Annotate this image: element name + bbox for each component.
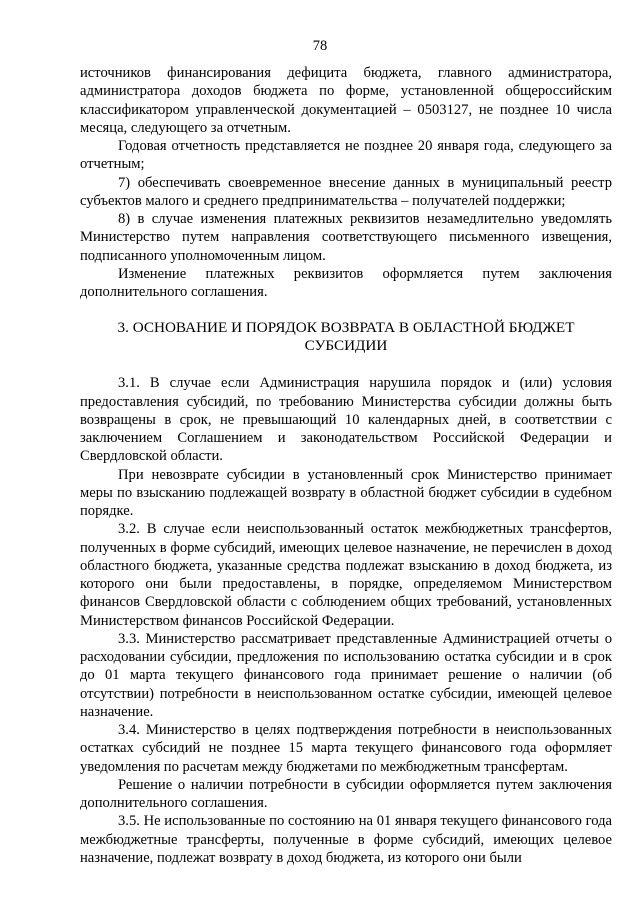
section-heading: 3. ОСНОВАНИЕ И ПОРЯДОК ВОЗВРАТА В ОБЛАСТНОЙ БЮДЖЕТ СУБСИДИИ [117,319,575,355]
paragraph: 7) обеспечивать своевременное внесение данных в муниципальный реестр субъектов малого и среднего предпринимательства – получателей поддержки; [80,174,612,209]
paragraph: Изменение платежных реквизитов оформляется путем заключения дополнительного соглашения. [80,265,612,300]
paragraph: Решение о наличии потребности в субсидии оформляется путем заключения дополнительного соглашения. [80,776,612,811]
page-content [80,64,612,867]
paragraph: 3.5. Не использованные по состоянию на 01 января текущего финансового года межбюджетные трансферты, полученные в форме субсидий, имеющих целевое назначение, подлежат возврату в доход бюджета, из которого они были [80,813,612,866]
paragraph: 3.4. Министерство в целях подтверждения потребности в неиспользованных остатках субсидий не позднее 15 марта текущего финансового года оформляет уведомления по расчетам между бюджетами по межбюджетным трансфертам. [80,722,612,775]
paragraph: Годовая отчетность представляется не позднее 20 января года, следующего за отчетным; [80,138,612,173]
paragraph: источников финансирования дефицита бюджета, главного администратора, администратора доходов бюджета по форме, установленной общероссийским классификатором управленческой документацией – 0503127, не позднее 10 числа месяца, следующего за отчетным. [80,65,612,136]
paragraph: 3.1. В случае если Администрация нарушила порядок и (или) условия предоставления субсидий, по требованию Министерства субсидии должны быть возвращены в срок, не превышающий 10 календарных дней, в соответствии с заключением Соглашением и законодательством Российской Федерации и Свердловской области. [80,375,612,465]
page-number: 78 [312,38,328,54]
paragraph: 3.3. Министерство рассматривает представленные Администрацией отчеты о расходовании субсидии, предложения по использованию остатка субсидии и в срок до 01 марта текущего финансового года принимает решение о наличии (об отсутствии) потребности в неиспользованном остатке субсидии, имеющей целевое назначение. [80,630,612,720]
paragraph: При невозврате субсидии в установленный срок Министерство принимает меры по взысканию подлежащей возврату в областной бюджет субсидии в судебном порядке. [80,466,612,519]
paragraph: 3.2. В случае если неиспользованный остаток межбюджетных трансфертов, полученных в форме субсидий, имеющих целевое назначение, не перечислен в доход областного бюджета, указанные средства подлежат взысканию в доход бюджета, из которого они были предоставлены, в порядке, определяемом Министерством финансов Свердловской области с соблюдением общих требований, установленных Министерством финансов Российской Федерации. [80,521,612,629]
paragraph: 8) в случае изменения платежных реквизитов незамедлительно уведомлять Министерство путем направления соответствующего письменного извещения, подписанного уполномоченным лицом. [80,211,612,264]
